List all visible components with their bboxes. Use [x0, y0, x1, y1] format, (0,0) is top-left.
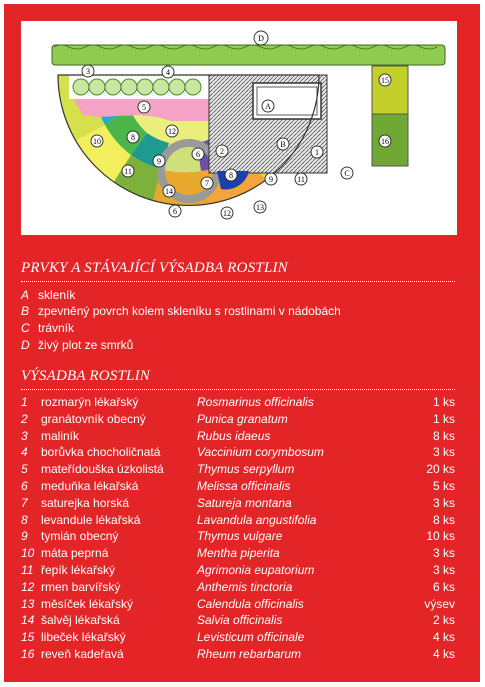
svg-text:7: 7 — [205, 179, 209, 188]
plant-row — [21, 612, 455, 629]
plant-czech-name: maliník — [41, 428, 80, 443]
label-D — [254, 31, 268, 45]
plant-quantity: 3 ks — [432, 495, 455, 510]
plant-czech-name: měsíček lékařský — [41, 596, 134, 611]
svg-text:A: A — [265, 102, 271, 111]
plant-quantity: 3 ks — [432, 546, 455, 561]
plant-quantity: 5 ks — [432, 479, 455, 493]
plant-row — [21, 528, 455, 545]
plant-number: 2 — [21, 411, 28, 426]
bed-15 — [372, 66, 408, 114]
svg-text:11: 11 — [124, 167, 132, 176]
plant-czech-name: granátovník obecný — [41, 411, 146, 426]
plant-number: 6 — [21, 479, 28, 493]
plant-row — [21, 461, 455, 478]
plant-number: 15 — [21, 630, 35, 645]
plant-latin-name: Calendula officinalis — [197, 596, 304, 611]
svg-text:6: 6 — [173, 207, 177, 216]
label-6b — [169, 205, 181, 217]
planting-title: VÝSADBA ROSTLIN — [21, 368, 150, 384]
svg-text:C: C — [344, 169, 350, 178]
plant-quantity: 4 ks — [432, 647, 455, 661]
plant-czech-name: mateřídouška úzkolistá — [41, 462, 164, 477]
plant-czech-name: rmen barvířský — [41, 579, 121, 594]
plant-czech-name: libeček lékařský — [41, 630, 126, 645]
legend-text: skleník — [38, 288, 76, 302]
label-11b — [295, 173, 307, 185]
svg-text:D: D — [258, 34, 264, 43]
plant-quantity: 3 ks — [432, 563, 455, 577]
label-12b — [221, 207, 233, 219]
svg-text:12: 12 — [168, 127, 176, 136]
plant-czech-name: rozmarýn lékařský — [41, 395, 139, 409]
plant-quantity: 1 ks — [432, 411, 455, 426]
svg-text:9: 9 — [269, 175, 273, 184]
svg-text:4: 4 — [166, 68, 170, 77]
planting-divider — [21, 389, 455, 390]
plant-latin-name: Punica granatum — [197, 411, 288, 426]
plant-quantity: 8 ks — [432, 512, 455, 527]
svg-text:16: 16 — [381, 137, 389, 146]
plant-number: 16 — [21, 647, 35, 661]
plant-quantity: 8 ks — [432, 428, 455, 443]
plant-latin-name: Rosmarinus officinalis — [197, 395, 314, 409]
legend-key: A — [21, 288, 30, 302]
svg-text:13: 13 — [256, 203, 264, 212]
label-13 — [254, 201, 266, 213]
plant-latin-name: Vaccinium corymbosum — [197, 445, 324, 460]
label-11a — [122, 165, 134, 177]
plant-row — [21, 495, 455, 512]
plant-row — [21, 478, 455, 495]
legend-key: C — [21, 321, 30, 335]
svg-text:12: 12 — [223, 209, 231, 218]
legend-text: živý plot ze smrků — [38, 338, 134, 352]
plant-row — [21, 411, 455, 428]
legend-key: B — [21, 304, 30, 318]
plant-latin-name: Rubus idaeus — [197, 428, 271, 443]
plant-latin-name: Thymus vulgare — [197, 529, 283, 544]
svg-text:15: 15 — [381, 76, 389, 85]
label-9b — [265, 173, 277, 185]
svg-text:2: 2 — [220, 147, 224, 156]
plant-row — [21, 444, 455, 461]
svg-text:10: 10 — [93, 137, 101, 146]
plant-number: 9 — [21, 529, 28, 544]
plant-number: 12 — [21, 579, 35, 594]
plant-latin-name: Salvia officinalis — [197, 613, 283, 628]
hedge-D — [52, 45, 445, 65]
label-5 — [138, 101, 150, 113]
label-2 — [216, 145, 228, 157]
label-8b — [225, 169, 237, 181]
plant-quantity: 2 ks — [432, 613, 455, 628]
label-4 — [162, 66, 174, 78]
label-10 — [91, 135, 103, 147]
plant-quantity: výsev — [424, 596, 455, 611]
plant-latin-name: Rheum rebarbarum — [197, 647, 302, 661]
plant-row — [21, 596, 455, 613]
label-3 — [82, 65, 94, 77]
plant-czech-name: tymián obecný — [41, 529, 119, 544]
plant-row — [21, 394, 455, 411]
label-1 — [311, 146, 323, 158]
plant-row — [21, 428, 455, 445]
plant-number: 8 — [21, 512, 28, 527]
plant-latin-name: Mentha piperita — [197, 546, 280, 561]
legend-text: zpevněný povrch kolem skleníku s rostlinami v nádobách — [38, 304, 341, 318]
plant-czech-name: máta peprná — [41, 546, 109, 561]
label-B — [277, 138, 289, 150]
plant-number: 13 — [21, 596, 35, 611]
plant-czech-name: reveň kadeřavá — [41, 647, 124, 661]
svg-text:5: 5 — [142, 103, 146, 112]
plant-number: 14 — [21, 613, 35, 628]
greenhouse-A — [253, 83, 321, 119]
elements-divider — [21, 281, 455, 282]
plant-quantity: 3 ks — [432, 445, 455, 460]
label-7 — [201, 177, 213, 189]
plant-number: 5 — [21, 462, 28, 477]
label-15 — [379, 74, 391, 86]
label-14 — [163, 185, 175, 197]
legend-key: D — [21, 338, 30, 352]
plant-czech-name: šalvěj lékařská — [41, 613, 120, 628]
plant-latin-name: Thymus serpyllum — [197, 462, 295, 477]
plant-quantity: 4 ks — [432, 630, 455, 645]
elements-title: PRVKY A STÁVAJÍCÍ VÝSADBA ROSTLIN — [21, 260, 288, 276]
svg-text:8: 8 — [229, 171, 233, 180]
plant-number: 11 — [21, 563, 34, 577]
plant-row — [21, 512, 455, 529]
label-C — [341, 167, 353, 179]
plant-latin-name: Agrimonia eupatorium — [197, 563, 315, 577]
label-A — [262, 100, 274, 112]
label-8a — [127, 131, 139, 143]
plant-quantity: 1 ks — [432, 395, 455, 409]
svg-text:6: 6 — [196, 150, 200, 159]
plant-number: 1 — [21, 395, 28, 409]
svg-text:3: 3 — [86, 67, 90, 76]
plant-row — [21, 562, 455, 579]
plant-czech-name: saturejka horská — [41, 495, 130, 510]
plant-czech-name: levandule lékařská — [41, 512, 141, 527]
svg-text:14: 14 — [165, 187, 173, 196]
plant-number: 7 — [21, 495, 28, 510]
plant-row — [21, 646, 455, 663]
svg-text:1: 1 — [315, 148, 319, 157]
plant-number: 3 — [21, 428, 28, 443]
svg-text:B: B — [280, 140, 286, 149]
plant-latin-name: Lavandula angustifolia — [197, 512, 317, 527]
svg-text:11: 11 — [297, 175, 305, 184]
plant-quantity: 10 ks — [426, 529, 455, 544]
plant-row — [21, 545, 455, 562]
plant-latin-name: Satureja montana — [197, 495, 292, 510]
plant-czech-name: borůvka chocholičnatá — [41, 445, 161, 460]
garden-plan-drawing — [21, 21, 457, 235]
plant-quantity: 20 ks — [426, 462, 455, 477]
legend-text: trávník — [38, 321, 75, 335]
label-16 — [379, 135, 391, 147]
svg-text:8: 8 — [131, 133, 135, 142]
label-12a — [166, 125, 178, 137]
plant-czech-name: meduňka lékařská — [41, 479, 139, 493]
plant-latin-name: Levisticum officinale — [197, 630, 305, 645]
plant-latin-name: Anthemis tinctoria — [197, 579, 293, 594]
plant-number: 4 — [21, 445, 28, 460]
plant-row — [21, 629, 455, 646]
garden-plan — [21, 21, 457, 235]
plant-latin-name: Melissa officinalis — [197, 479, 291, 493]
plant-row — [21, 579, 455, 596]
plant-quantity: 6 ks — [432, 579, 455, 594]
plant-czech-name: řepík lékařský — [41, 563, 116, 577]
label-6a — [192, 148, 204, 160]
plant-number: 10 — [21, 546, 35, 561]
svg-text:9: 9 — [157, 157, 161, 166]
label-9a — [153, 155, 165, 167]
